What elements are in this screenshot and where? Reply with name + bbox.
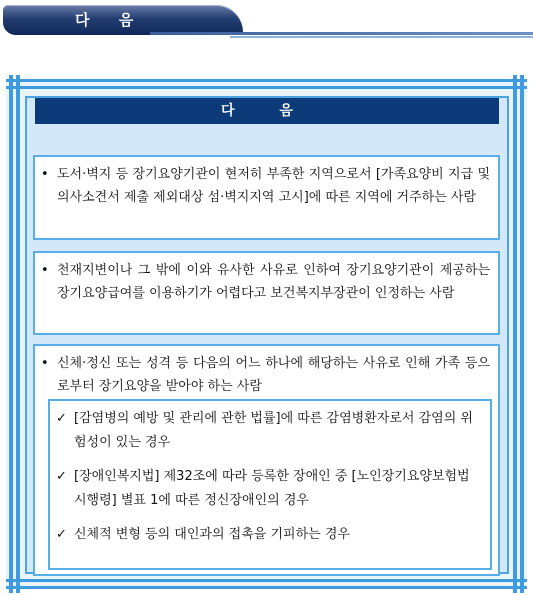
frame-stripe-left-2 — [16, 75, 20, 593]
sub-list-item — [56, 465, 480, 513]
frame-stripe-right-1 — [513, 75, 517, 593]
list-item-text: 신체·정신 또는 성격 등 다음의 어느 하나에 해당하는 사유로 인해 가족 등으로부터 장기요양을 받아야 하는 사람 — [57, 356, 490, 394]
sub-list-item — [56, 523, 480, 547]
check-icon: ✓ — [56, 411, 67, 426]
section-header: 다 음 — [35, 98, 499, 124]
bullet: • — [41, 263, 49, 278]
sub-list — [48, 399, 492, 570]
list-item — [33, 251, 500, 335]
list-item — [33, 155, 500, 240]
tab-rule — [150, 32, 533, 35]
list-item-text: 천재지변이나 그 밖에 이와 유사한 사유로 인하여 장기요양기관이 제공하는 장기요양급여를 이용하기가 어렵다고 보건복지부장관이 인정하는 사람 — [57, 263, 490, 301]
frame-stripe-left-1 — [9, 75, 13, 593]
bullet: • — [41, 167, 49, 182]
tab-rule-secondary — [230, 36, 533, 38]
check-icon: ✓ — [56, 469, 67, 484]
sub-list-item — [56, 407, 480, 455]
top-tab — [0, 5, 533, 39]
bullet: • — [41, 356, 49, 371]
tab-title: 다 음 — [75, 11, 146, 29]
frame-stripe-right-2 — [520, 75, 524, 593]
check-icon: ✓ — [56, 527, 67, 542]
sub-list-item-text: [장애인복지법] 제32조에 따라 등록한 장애인 중 [노인장기요양보험법 시행령] 별표 1에 따른 정신장애인의 경우 — [74, 469, 470, 508]
sub-list-item-text: 신체적 변형 등의 대인과의 접촉을 기피하는 경우 — [74, 527, 350, 542]
list-item-text: 도서·벽지 등 장기요양기관이 현저히 부족한 지역으로서 [가족요양비 지급 및 의사소견서 제출 제외대상 섬·벽지지역 고시]에 따른 지역에 거주하는 사람 — [57, 167, 490, 205]
sub-list-item-text: [감염병의 예방 및 관리에 관한 법률]에 따른 감염병환자로서 감염의 위험성이 있는 경우 — [74, 411, 473, 450]
